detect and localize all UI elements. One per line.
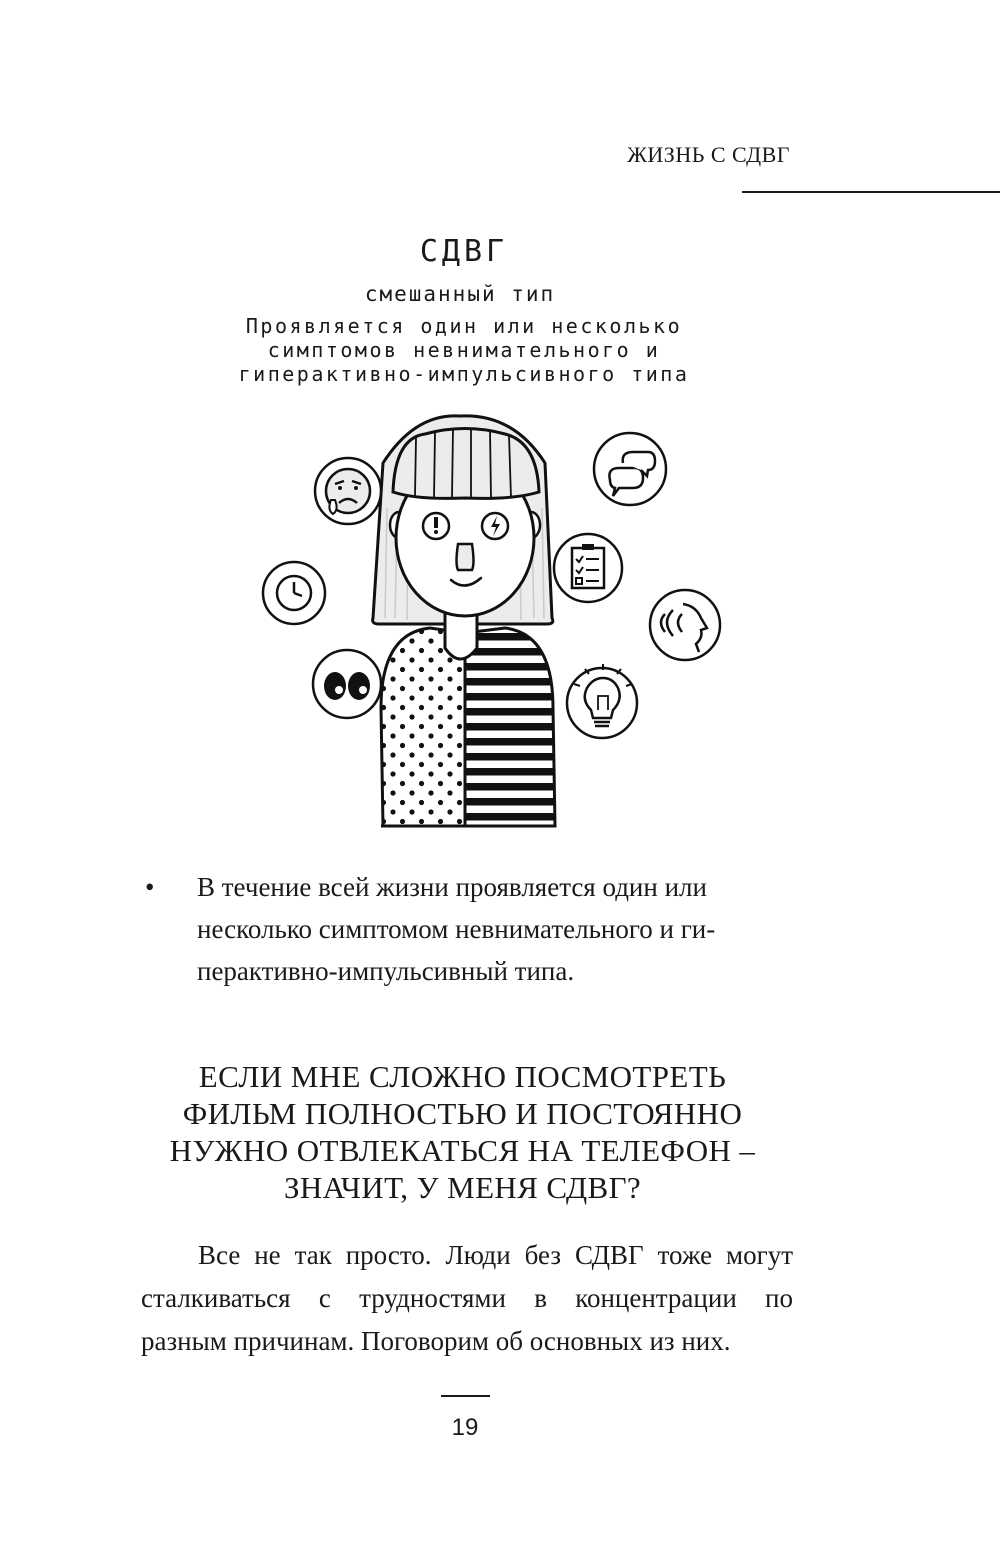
paragraph-line: Все не так просто. Люди без СДВГ тоже могут bbox=[198, 1240, 793, 1270]
bullet-text-line: перактивно-импульсивный типа. bbox=[197, 956, 575, 986]
section-heading bbox=[0, 1058, 925, 1206]
figure-description bbox=[0, 314, 928, 386]
section-heading-line: ЗНАЧИТ, У МЕНЯ СДВГ? bbox=[283, 1170, 642, 1205]
bullet-text-line: несколько симптомом невнимательного и ги- bbox=[197, 914, 716, 944]
page-number: 19 bbox=[451, 1414, 479, 1441]
page-number-rule bbox=[441, 1395, 490, 1397]
bullet-symbol: • bbox=[145, 872, 155, 902]
figure-description-line: гиперактивно-импульсивного типа bbox=[238, 362, 690, 386]
adhd-illustration bbox=[255, 408, 735, 828]
voice-icon bbox=[650, 590, 720, 660]
figure-title: СДВГ bbox=[419, 234, 509, 269]
bullet-text-line: В течение всей жизни проявляется один или bbox=[197, 872, 707, 902]
section-heading-line: ФИЛЬМ ПОЛНОСТЬЮ И ПОСТОЯННО bbox=[182, 1096, 743, 1131]
bullet-list bbox=[145, 866, 795, 992]
lightbulb-icon bbox=[567, 664, 637, 738]
clock-icon bbox=[263, 562, 325, 624]
figure-subtitle: смешанный тип bbox=[364, 282, 556, 306]
header-rule bbox=[742, 191, 1000, 193]
checklist-icon bbox=[554, 534, 622, 602]
eyes-icon bbox=[313, 650, 381, 718]
figure-description-line: симптомов невнимательного и bbox=[267, 338, 661, 362]
woman-figure bbox=[373, 416, 555, 826]
speech-bubbles-icon bbox=[594, 433, 666, 505]
paragraph-line: сталкиваться с трудностями в концентрации по bbox=[141, 1283, 793, 1313]
running-head: ЖИЗНЬ С СДВГ bbox=[627, 142, 790, 167]
paragraph-line: разным причинам. Поговорим об основных из них. bbox=[141, 1326, 731, 1356]
figure-description-line: Проявляется один или несколько bbox=[245, 314, 683, 338]
section-heading-line: ЕСЛИ МНЕ СЛОЖНО ПОСМОТРЕТЬ bbox=[198, 1059, 727, 1094]
body-paragraph bbox=[141, 1234, 793, 1363]
section-heading-line: НУЖНО ОТВЛЕКАТЬСЯ НА ТЕЛЕФОН – bbox=[169, 1133, 756, 1168]
list-item bbox=[145, 866, 795, 992]
sad-face-icon bbox=[315, 458, 381, 524]
